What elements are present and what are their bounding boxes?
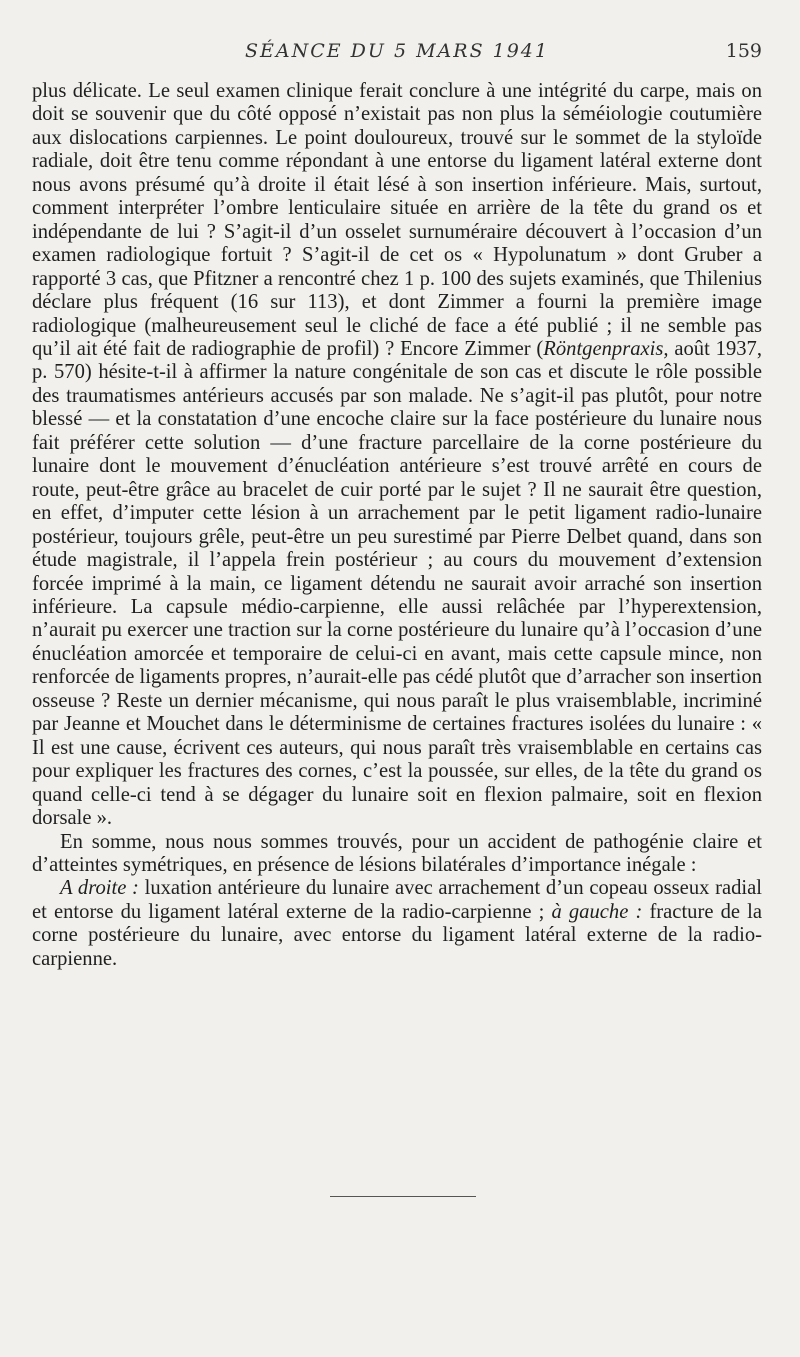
text-segment: plus délicate. Le seul examen clinique ferait conclure à une intégrité du carpe, mais on doit se souvenir que du côté opposé n’existait pas non plus la séméiologie coutumière aux dislocations carpiennes. Le point douloureux, trouvé sur le sommet de la styloïde radiale, doit être tenu comme répondant à une entorse du ligament latéral externe dont nous avons présumé qu’à droite il était lésé à son insertion inférieure. Mais, surtout, comment interpréter l’ombre lenticulaire située en arrière de la tête du grand os et indépendante de lui ? S’agit-il d’un osselet surnuméraire découvert à l’occasion d’un examen radiologique fortuit ? S’agit-il de cet os « Hypolunatum » dont Gruber a rapporté 3 cas, que Pfitzner a rencontré chez 1 p. 100 des sujets examinés, que Thilenius déclare plus fréquent (16 sur 113), et dont Zimmer a fourni la première image radiologique (malheureusement seul le cliché de face a été publié ; il ne semble pas qu’il ait été fait de radiographie de profil) ? Encore Zimmer (: [32, 80, 762, 360]
page-number: 159: [725, 40, 762, 62]
text-segment: luxation antérieure du lunaire avec arrachement d’un copeau osseux radial et entorse du ligament latéral externe de la radio-carpienne ;: [32, 877, 762, 923]
text-segment: août 1937, p. 570) hésite-t-il à affirmer la nature congénitale de son cas et discute le rôle possible des traumatismes antérieurs accusés par son malade. Ne s’agit-il pas plutôt, pour notre blessé — et la constatation d’une encoche claire sur la face postérieure du lunaire nous fait préférer cette solution — d’une fracture parcellaire de la corne postérieure du lunaire dont le mouvement d’énucléation antérieure s’est trouvé arrêté en cours de route, peut-être grâce au bracelet de cuir porté par le sujet ? Il ne saurait être question, en effet, d’imputer cette lésion à un arrachement par le petit ligament radio-lunaire postérieur, toujours grêle, peut-être un peu surestimé par Pierre Delbet quand, dans son étude magistrale, il l’appela frein postérieur ; au cours du mouvement d’extension forcée imprimé à la main, ce ligament détendu ne saurait avoir arraché son insertion inférieure. La capsule médio-carpienne, elle aussi relâchée par l’hyperextension, n’aurait pu exercer une traction sur la corne postérieure du lunaire qu’à l’occasion d’une énucléation amorcée et temporaire de celui-ci en avant, mais cette capsule mince, non renforcée de ligaments propres, n’aurait-elle pas cédé plutôt que d’arracher son insertion osseuse ? Reste un dernier mécanisme, qui nous paraît le plus vraisemblable, incriminé par Jeanne et Mouchet dans le déterminisme de certaines fractures isolées du lunaire : « Il est une cause, écrivent ces auteurs, qui nous paraît très vraisemblable en certains cas pour expliquer les fractures des cornes, c’est la poussée, sur elles, de la tête du grand os quand celle-ci tend à se dégager du lunaire soit en flexion palmaire, soit en flexion dorsale ».: [32, 337, 762, 830]
text-segment: fracture de la corne postérieure du lunaire, avec entorse du ligament latéral externe de la radio-carpienne.: [32, 900, 763, 970]
text-segment: En somme, nous nous sommes trouvés, pour un accident de pathogénie claire et d’atteintes symétriques, en présence de lésions bilatérales d’importance inégale :: [32, 830, 762, 876]
side-label-right: A droite :: [60, 877, 139, 900]
side-label-left: à gauche :: [551, 900, 643, 923]
running-title: SÉANCE DU 5 MARS 1941: [245, 40, 549, 62]
section-divider: [330, 1196, 476, 1197]
running-head: [32, 40, 762, 68]
paragraph-3: [32, 877, 762, 971]
paragraph-1: [32, 80, 762, 831]
body-text: [32, 80, 762, 971]
journal-title: Röntgenpraxis,: [543, 337, 669, 360]
paragraph-2: [32, 831, 762, 878]
